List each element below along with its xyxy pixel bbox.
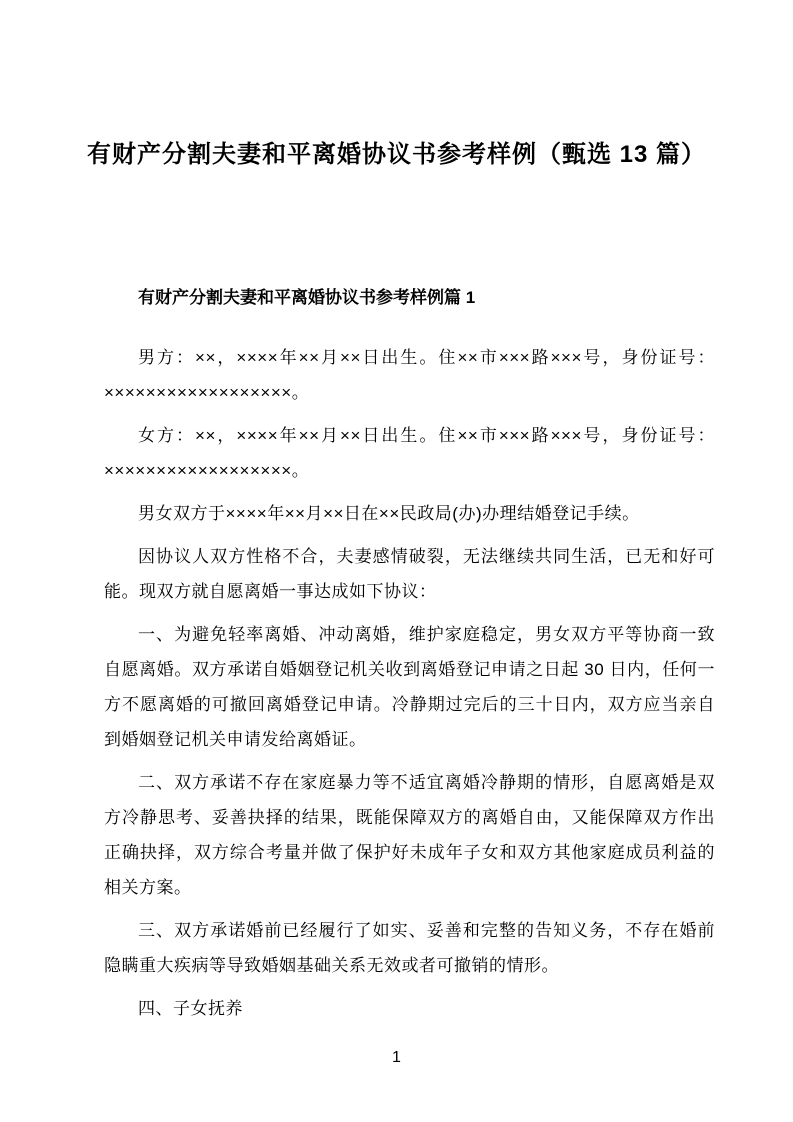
section-heading: 有财产分割夫妻和平离婚协议书参考样例篇 1 — [138, 288, 476, 307]
page-number: 1 — [392, 1049, 401, 1066]
document-body — [104, 340, 715, 1026]
paragraph-marriage-registration: 男女双方于××××年××月××日在××民政局(办)办理结婚登记手续。 — [138, 504, 640, 523]
page-title: 有财产分割夫妻和平离婚协议书参考样例（甄选 13 篇） — [86, 141, 707, 168]
paragraph-male-party: 男方：××，××××年××月××日出生。住××市×××路×××号，身份证号：××××××××××××××××××。 — [104, 348, 715, 402]
paragraph-female-party: 女方：××，××××年××月××日出生。住××市×××路×××号，身份证号：××××××××××××××××××。 — [104, 426, 715, 480]
paragraph-clause-3: 三、双方承诺婚前已经履行了如实、妥善和完整的告知义务，不存在婚前隐瞒重大疾病等导致婚姻基础关系无效或者可撤销的情形。 — [104, 921, 715, 975]
page-footer — [0, 1046, 793, 1070]
paragraph-clause-4: 四、子女抚养 — [138, 999, 243, 1018]
paragraph-clause-2: 二、双方承诺不存在家庭暴力等不适宜离婚冷静期的情形，自愿离婚是双方冷静思考、妥善抉择的结果，既能保障双方的离婚自由，又能保障双方作出正确抉择，双方综合考量并做了保护好未成年子女和双方其他家庭成员利益的相关方案。 — [104, 773, 715, 897]
paragraph-clause-1: 一、为避免轻率离婚、冲动离婚，维护家庭稳定，男女双方平等协商一致自愿离婚。双方承诺自婚姻登记机关收到离婚登记申请之日起 30 日内，任何一方不愿离婚的可撤回离婚登记申请。冷静期过完后的三十日内，双方应当亲自到婚姻登记机关申请发给离婚证。 — [104, 625, 715, 749]
paragraph-preamble: 因协议人双方性格不合，夫妻感情破裂，无法继续共同生活，已无和好可能。现双方就自愿离婚一事达成如下协议： — [104, 547, 715, 601]
